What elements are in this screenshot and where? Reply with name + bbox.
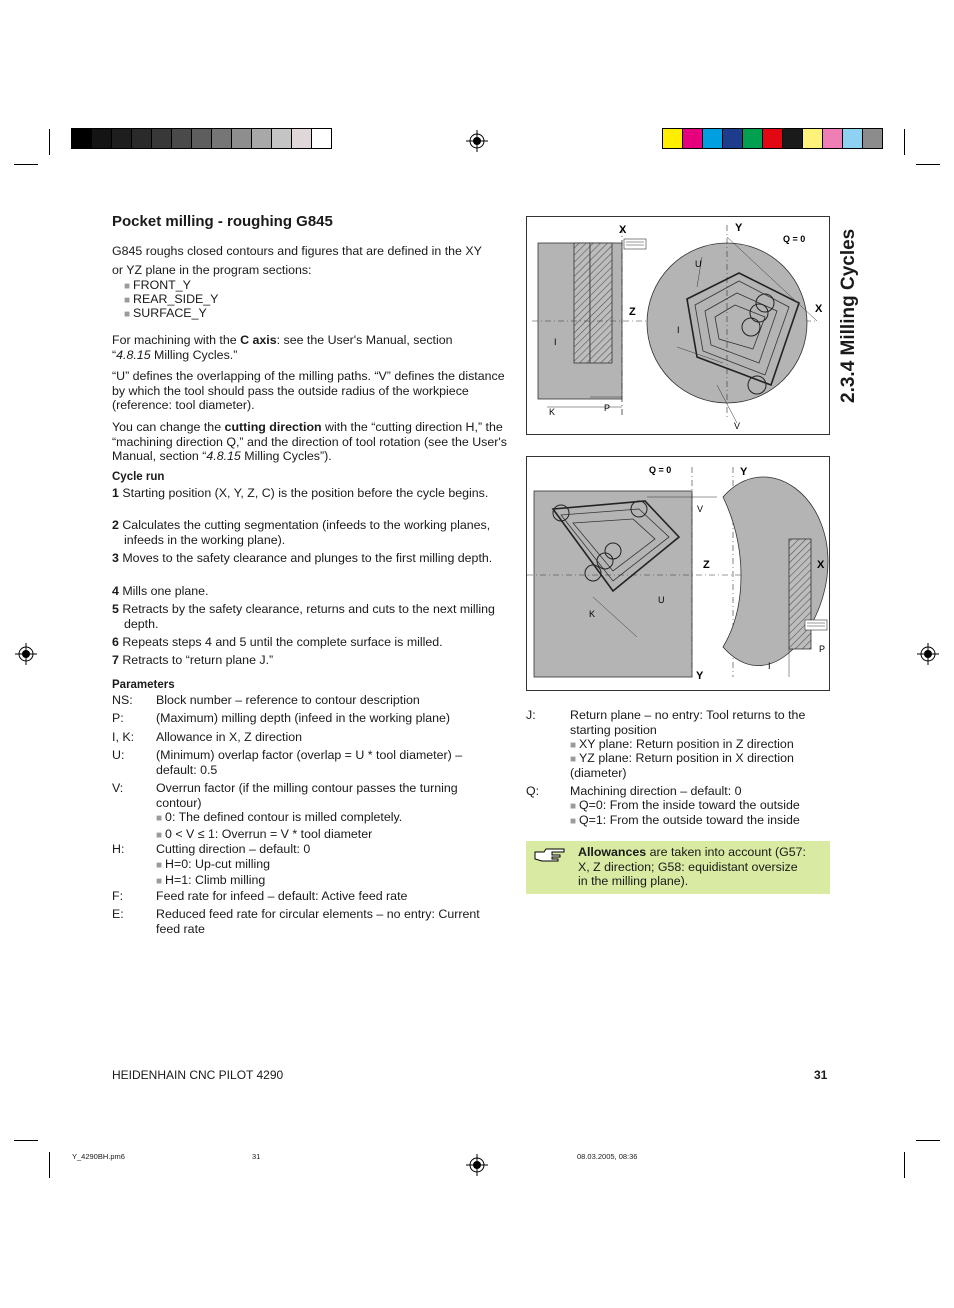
crop-mark: [916, 164, 940, 165]
cycle-step: 6 Repeats steps 4 and 5 until the complete surface is milled.: [112, 635, 443, 649]
gray-swatch: [272, 129, 292, 148]
i-label: I: [677, 325, 680, 335]
color-swatch: [703, 129, 723, 148]
cycle-step: 7 Retracts to “return plane J.”: [112, 653, 274, 667]
cycle-step: 1 Starting position (X, Y, Z, C) is the position before the cycle begins.: [112, 486, 489, 500]
param-j-sub-cont: (diameter): [570, 766, 627, 780]
param-j-sub: ■ XY plane: Return position in Z direction: [570, 737, 794, 751]
page-number: 31: [814, 1068, 828, 1082]
gray-color-bar: [71, 128, 332, 149]
gray-swatch: [212, 129, 232, 148]
crop-mark: [49, 1152, 50, 1178]
crop-mark: [904, 1152, 905, 1178]
param-q-sub: ■ Q=1: From the outside toward the inside: [570, 813, 800, 827]
section-item: ■ FRONT_Y: [124, 278, 191, 292]
section-item: ■ SURFACE_Y: [124, 306, 207, 320]
color-swatch: [863, 129, 882, 148]
color-swatch: [743, 129, 763, 148]
gray-swatch: [292, 129, 312, 148]
color-swatch: [723, 129, 743, 148]
z-axis-label: Z: [703, 559, 710, 571]
gray-swatch: [152, 129, 172, 148]
i-label: I: [768, 661, 771, 671]
file-name: Y_4290BH.pm6: [72, 1152, 125, 1161]
gray-swatch: [252, 129, 272, 148]
x-axis-label: X: [817, 559, 825, 571]
crop-mark: [14, 164, 38, 165]
section-title: 2.3.4 Milling Cycles: [838, 228, 859, 403]
xy-plane-diagram: [526, 216, 830, 435]
gray-swatch: [72, 129, 92, 148]
registration-mark-icon: [466, 1154, 488, 1176]
k-label: K: [589, 609, 596, 619]
gray-swatch: [312, 129, 331, 148]
color-swatch: [683, 129, 703, 148]
y-axis-label: Y: [735, 222, 743, 234]
file-page: 31: [252, 1152, 261, 1161]
gray-swatch: [112, 129, 132, 148]
gray-swatch: [132, 129, 152, 148]
registration-mark-icon: [15, 643, 37, 665]
crop-mark: [49, 129, 50, 155]
footer-title: HEIDENHAIN CNC PILOT 4290: [112, 1068, 284, 1082]
color-swatch: [803, 129, 823, 148]
color-swatch: [783, 129, 803, 148]
page-heading: Pocket milling - roughing G845: [112, 213, 333, 230]
y-axis-label-2: Y: [696, 670, 704, 682]
u-label: U: [658, 595, 665, 605]
cutting-direction-paragraph: You can change the cutting direction with the “cutting direction H,” the “machining direction Q,” and the direction of tool rotation (see the User's Manual, section “4.8.15 Milling Cycles”).: [112, 420, 507, 464]
overlap-paragraph: “U” defines the overlapping of the milling paths. “V” defines the distance by which the tool should pass the outside radius of the workpiece (reference: tool diameter).: [112, 369, 505, 413]
cycle-step: 3 Moves to the safety clearance and plunges to the first milling depth.: [112, 551, 493, 565]
pointing-hand-icon: [534, 847, 566, 863]
crop-mark: [14, 1140, 38, 1141]
x-axis-label: X: [619, 224, 627, 236]
param-q-sub: ■ Q=0: From the inside toward the outside: [570, 798, 800, 812]
gray-swatch: [192, 129, 212, 148]
color-swatch: [823, 129, 843, 148]
p-label: P: [819, 644, 826, 654]
intro-line-2: or YZ plane in the program sections:: [112, 263, 312, 277]
v-label: V: [734, 421, 741, 431]
p-label: P: [604, 403, 611, 413]
z-axis-label: Z: [629, 306, 636, 318]
cycle-step: 2 Calculates the cutting segmentation (infeeds to the working planes, infeeds in the working plane).: [112, 518, 491, 547]
u-label: U: [695, 259, 702, 269]
x-axis-label-2: X: [815, 303, 823, 315]
intro-line-1: G845 roughs closed contours and figures that are defined in the XY: [112, 244, 482, 258]
allowances-note: Allowances are taken into account (G57: X, Z direction; G58: equidistant oversize in the milling plane).: [526, 841, 830, 894]
q-label: Q = 0: [649, 465, 672, 475]
q-label: Q = 0: [783, 234, 806, 244]
color-swatch: [843, 129, 863, 148]
color-swatch: [663, 129, 683, 148]
color-swatch: [763, 129, 783, 148]
i-label-2: I: [554, 337, 557, 347]
cycle-step: 4 Mills one plane.: [112, 584, 209, 598]
gray-swatch: [232, 129, 252, 148]
section-item: ■ REAR_SIDE_Y: [124, 292, 219, 306]
gray-swatch: [172, 129, 192, 148]
v-label: V: [697, 504, 704, 514]
crop-mark: [904, 129, 905, 155]
param-j-sub: ■ YZ plane: Return position in X direction: [570, 751, 794, 765]
cycle-step: 5 Retracts by the safety clearance, returns and cuts to the next milling depth.: [112, 602, 495, 631]
c-axis-paragraph: For machining with the C axis: see the User's Manual, section “4.8.15 Milling Cycles.”: [112, 333, 453, 362]
crop-mark: [916, 1140, 940, 1141]
file-date: 08.03.2005, 08:36: [577, 1152, 638, 1161]
yz-plane-diagram: [526, 456, 830, 691]
cycle-run-title: Cycle run: [112, 471, 165, 483]
y-axis-label: Y: [740, 466, 748, 478]
process-color-bar: [662, 128, 883, 149]
gray-swatch: [92, 129, 112, 148]
parameters-title: Parameters: [112, 679, 175, 691]
registration-mark-icon: [466, 130, 488, 152]
k-label: K: [549, 407, 556, 417]
registration-mark-icon: [917, 643, 939, 665]
